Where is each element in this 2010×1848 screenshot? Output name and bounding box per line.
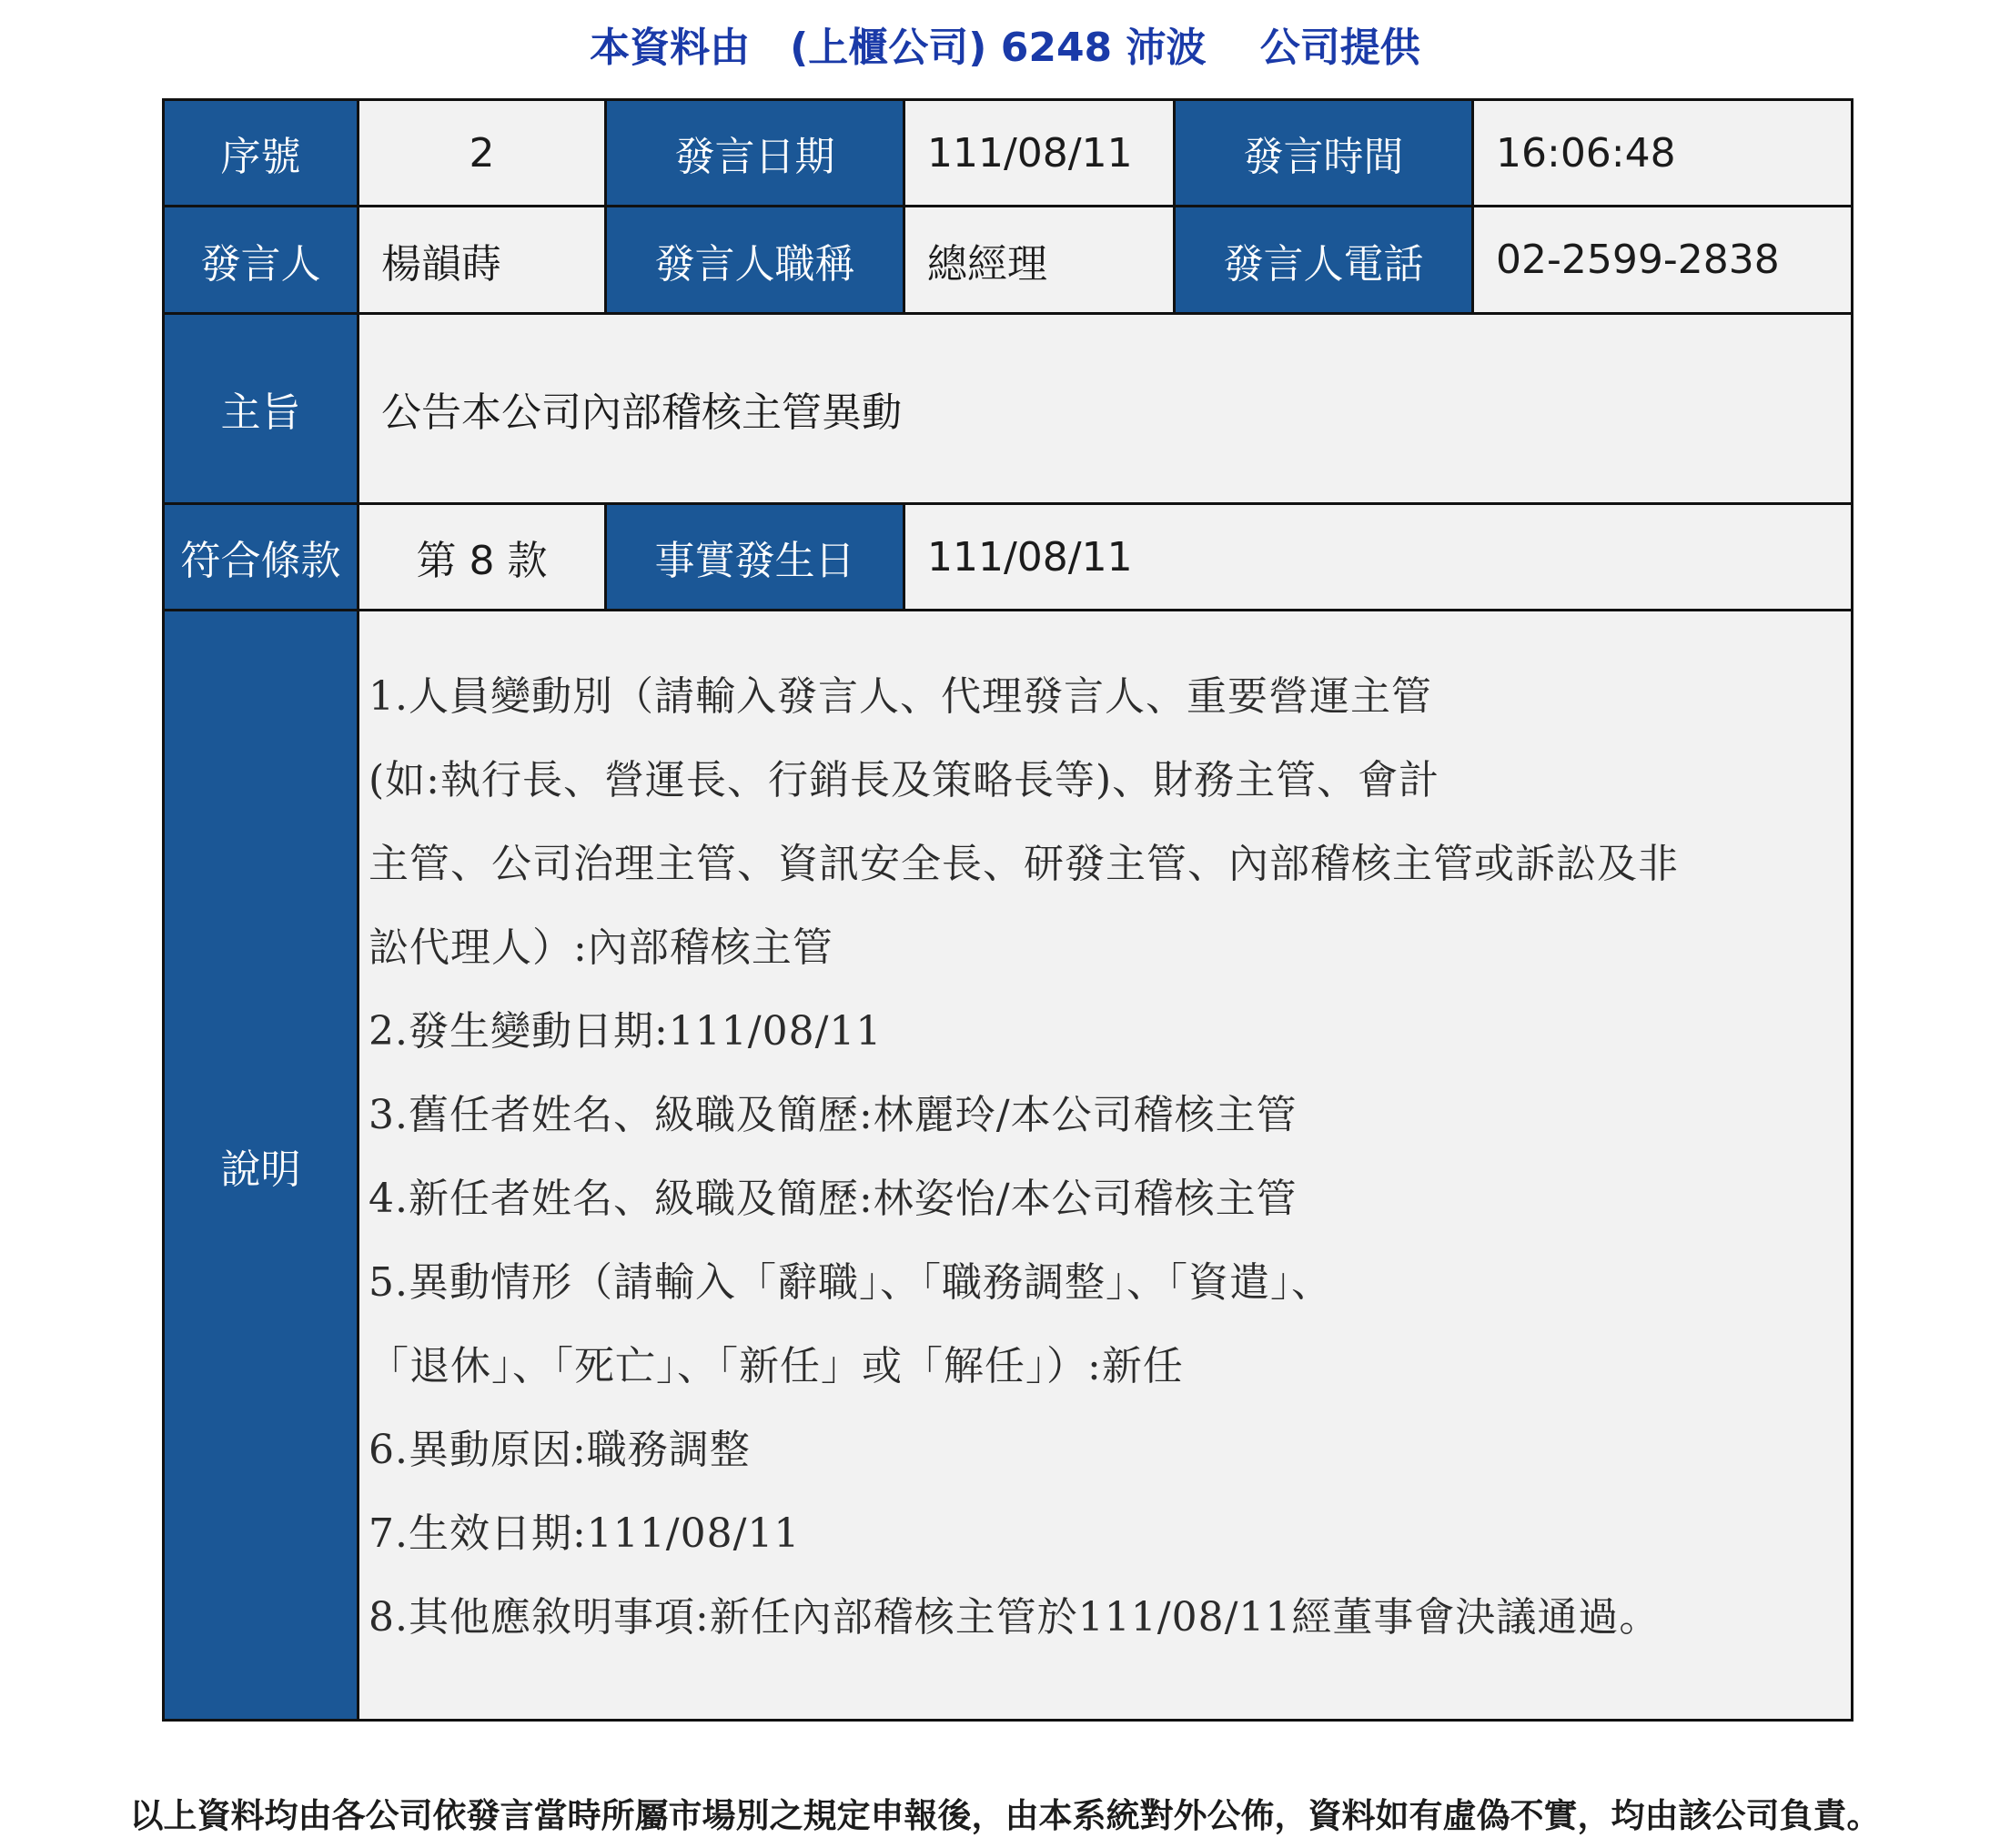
description-line: 4.新任者姓名、級職及簡歷:林姿怡/本公司稽核主管 bbox=[369, 1175, 1298, 1222]
fact-date-label: 事實發生日 bbox=[606, 504, 904, 611]
description-body bbox=[359, 611, 1853, 1721]
speaker-title-value: 總經理 bbox=[904, 207, 1175, 314]
clause-label: 符合條款 bbox=[164, 504, 359, 611]
table-row bbox=[164, 100, 1853, 207]
table-row bbox=[164, 314, 1853, 504]
date-label: 發言日期 bbox=[606, 100, 904, 207]
announcement-table bbox=[162, 98, 1853, 1722]
table-row bbox=[164, 207, 1853, 314]
description-line: 6.異動原因:職務調整 bbox=[369, 1426, 751, 1473]
date-value: 111/08/11 bbox=[904, 100, 1175, 207]
time-label: 發言時間 bbox=[1175, 100, 1473, 207]
description-line: 訟代理人）:內部稽核主管 bbox=[369, 924, 833, 971]
description-line: (如:執行長、營運長、行銷長及策略長等)、財務主管、會計 bbox=[369, 756, 1440, 803]
seq-value: 2 bbox=[359, 100, 606, 207]
speaker-title-label: 發言人職稱 bbox=[606, 207, 904, 314]
description-line: 8.其他應敘明事項:新任內部稽核主管於111/08/11經董事會決議通過。 bbox=[369, 1593, 1661, 1641]
description-line: 主管、公司治理主管、資訊安全長、研發主管、內部稽核主管或訴訟及非 bbox=[369, 840, 1679, 887]
seq-label: 序號 bbox=[164, 100, 359, 207]
table-row bbox=[164, 504, 1853, 611]
table-row bbox=[164, 611, 1853, 1721]
time-value: 16:06:48 bbox=[1473, 100, 1853, 207]
description-line: 5.異動情形（請輸入「辭職」、「職務調整」、「資遣」、 bbox=[369, 1258, 1332, 1306]
page-title: 本資料由 (上櫃公司) 6248 沛波 公司提供 bbox=[590, 25, 1420, 71]
description-label: 說明 bbox=[164, 611, 359, 1721]
phone-value: 02-2599-2838 bbox=[1473, 207, 1853, 314]
description-line: 1.人員變動別（請輸入發言人、代理發言人、重要營運主管 bbox=[369, 672, 1432, 720]
fact-date-value: 111/08/11 bbox=[904, 504, 1853, 611]
clause-value: 第 8 款 bbox=[359, 504, 606, 611]
subject-value: 公告本公司內部稽核主管異動 bbox=[359, 314, 1853, 504]
description-line: 「退休」、「死亡」、「新任」或「解任」）:新任 bbox=[369, 1342, 1184, 1389]
subject-label: 主旨 bbox=[164, 314, 359, 504]
speaker-value: 楊韻蒔 bbox=[359, 207, 606, 314]
description-line: 7.生效日期:111/08/11 bbox=[369, 1510, 801, 1557]
description-line: 2.發生變動日期:111/08/11 bbox=[369, 1007, 883, 1055]
phone-label: 發言人電話 bbox=[1175, 207, 1473, 314]
disclaimer-note: 以上資料均由各公司依發言當時所屬市場別之規定申報後，由本系統對外公佈，資料如有虛偽不實，均由該公司負責。 bbox=[129, 1796, 1881, 1835]
description-line: 3.舊任者姓名、級職及簡歷:林麗玲/本公司稽核主管 bbox=[369, 1091, 1298, 1138]
speaker-label: 發言人 bbox=[164, 207, 359, 314]
